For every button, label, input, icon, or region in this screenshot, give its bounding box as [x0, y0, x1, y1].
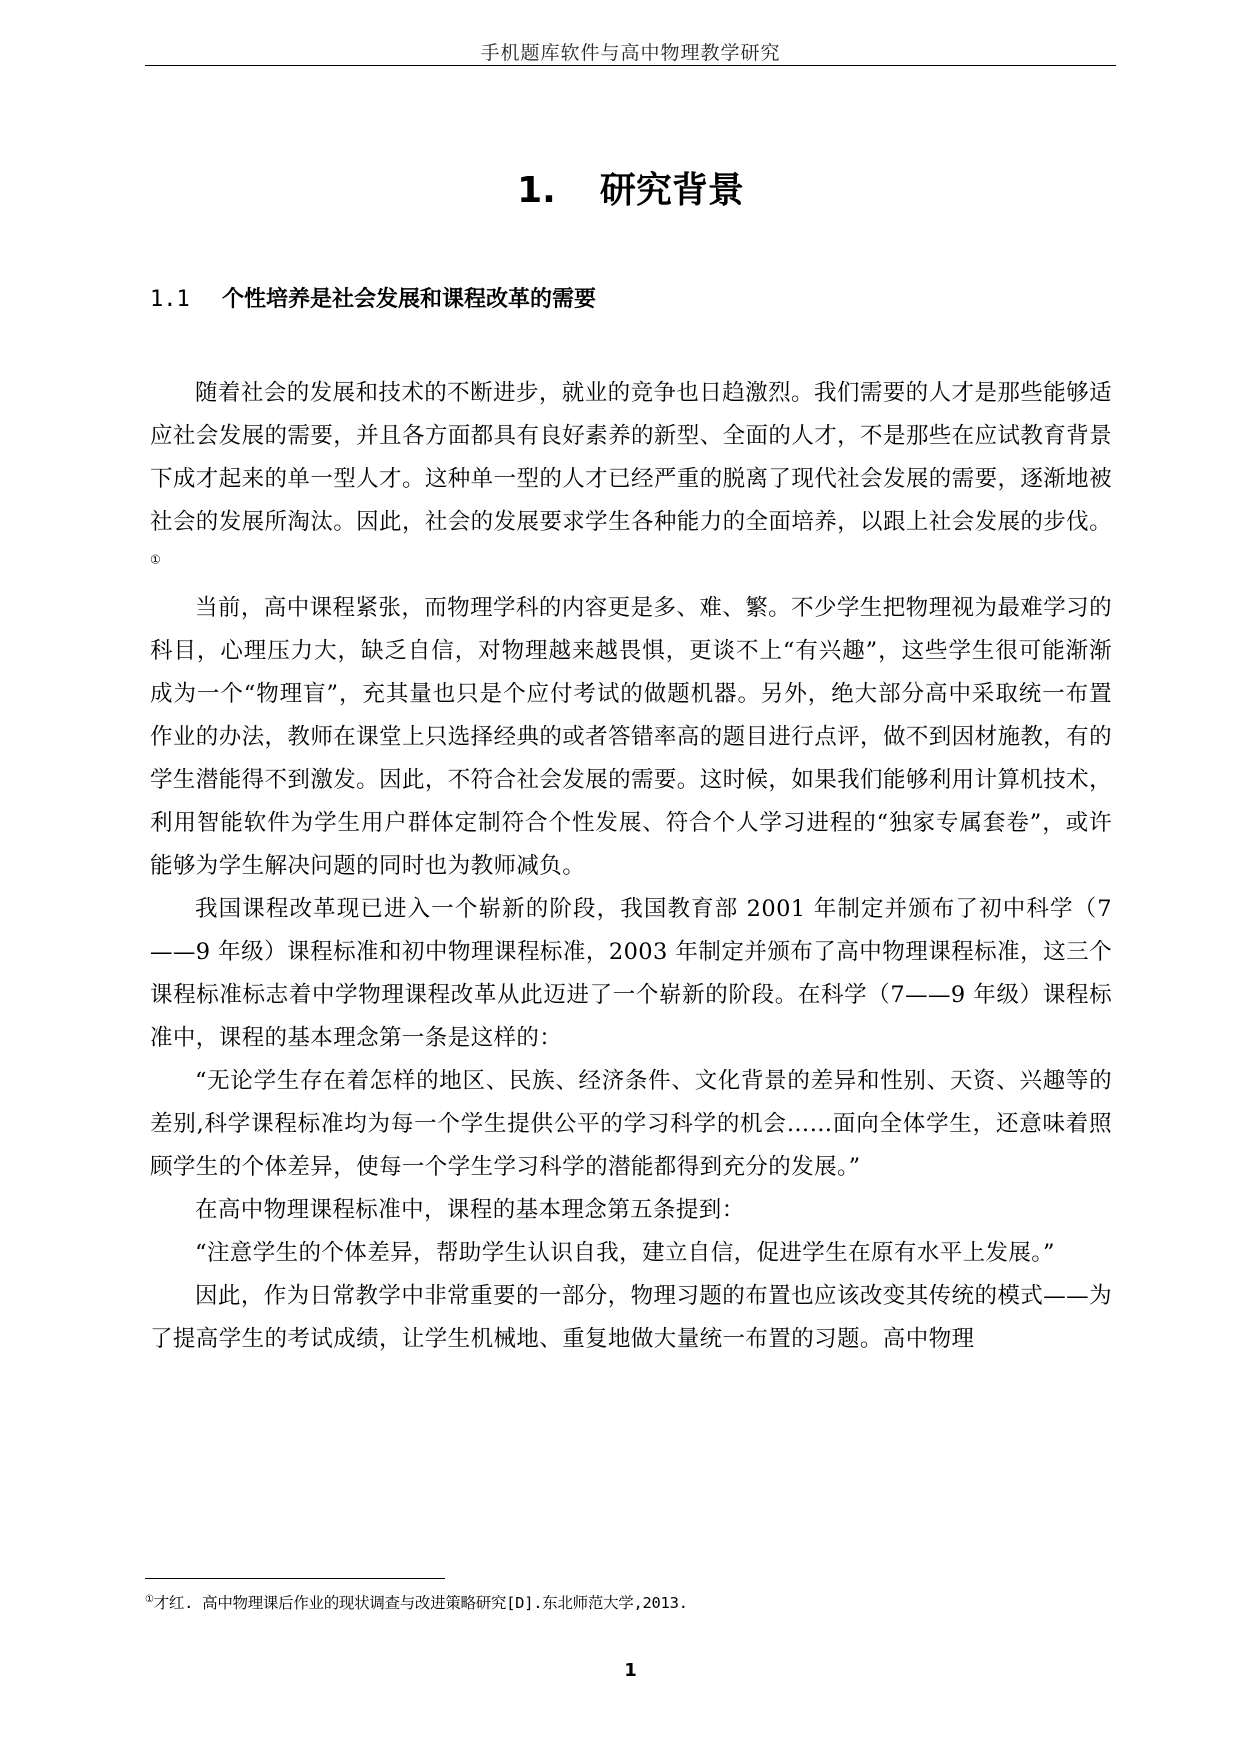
- paragraph-2: 当前，高中课程紧张，而物理学科的内容更是多、难、繁。不少学生把物理视为最难学习的科目，心理压力大，缺乏自信，对物理越来越畏惧，更谈不上“有兴趣”，这些学生很可能渐渐成为一个“物理盲”，充其量也只是个应付考试的做题机器。另外，绝大部分高中采取统一布置作业的办法，教师在课堂上只选择经典的或者答错率高的题目进行点评，做不到因材施教，有的学生潜能得不到激发。因此，不符合社会发展的需要。这时候，如果我们能够利用计算机技术，利用智能软件为学生用户群体定制符合个性发展、符合个人学习进程的“独家专属套卷”，或许能够为学生解决问题的同时也为教师减负。: [150, 595, 1112, 879]
- section-heading: [150, 282, 596, 313]
- chapter-title: [145, 162, 1116, 213]
- chapter-title-text: 研究背景: [599, 170, 744, 211]
- running-header: 手机题库软件与高中物理教学研究: [480, 42, 781, 64]
- chapter-number: 1.: [517, 170, 556, 211]
- quote-paragraph-1: “无论学生存在着怎样的地区、民族、经济条件、文化背景的差异和性别、天资、兴趣等的差别,科学课程标准均为每一个学生提供公平的学习科学的机会……面向全体学生，还意味着照顾学生的个体差异，使每一个学生学习科学的潜能都得到充分的发展。”: [150, 1068, 1112, 1180]
- footnote-mark: ①: [145, 1593, 154, 1605]
- paragraph-5: 因此，作为日常教学中非常重要的一部分，物理习题的布置也应该改变其传统的模式——为了提高学生的考试成绩，让学生机械地、重复地做大量统一布置的习题。高中物理: [150, 1283, 1112, 1352]
- page-number: 1: [624, 1660, 637, 1681]
- quote-paragraph-2: “注意学生的个体差异，帮助学生认识自我，建立自信，促进学生在原有水平上发展。”: [195, 1240, 1055, 1266]
- paragraph-3: 我国课程改革现已进入一个崭新的阶段，我国教育部 2001 年制定并颁布了初中科学（7——9 年级）课程标准和初中物理课程标准，2003 年制定并颁布了高中物理课程标准，这三个课程标准标志着中学物理课程改革从此迈进了一个崭新的阶段。在科学（7——9 年级）课程标准中，课程的基本理念第一条是这样的：: [150, 896, 1112, 1051]
- footnote-reference[interactable]: ①: [150, 552, 162, 567]
- section-title-text: 个性培养是社会发展和课程改革的需要: [222, 287, 597, 312]
- header-rule: [145, 65, 1116, 66]
- body-text: [150, 372, 1112, 1361]
- footnote-text: 才红. 高中物理课后作业的现状调查与改进策略研究[D].东北师范大学,2013.: [153, 1594, 688, 1612]
- paragraph-1: [150, 372, 1112, 587]
- section-number: 1.1: [150, 287, 190, 312]
- paragraph-4: 在高中物理课程标准中，课程的基本理念第五条提到：: [195, 1197, 745, 1223]
- footnote: [145, 1591, 688, 1613]
- footnote-rule: [145, 1578, 445, 1579]
- paragraph-1-text: 随着社会的发展和技术的不断进步，就业的竞争也日趋激烈。我们需要的人才是那些能够适应社会发展的需要，并且各方面都具有良好素养的新型、全面的人才，不是那些在应试教育背景下成才起来的单一型人才。这种单一型的人才已经严重的脱离了现代社会发展的需要，逐渐地被社会的发展所淘汰。因此，社会的发展要求学生各种能力的全面培养，以跟上社会发展的步伐。: [150, 380, 1112, 535]
